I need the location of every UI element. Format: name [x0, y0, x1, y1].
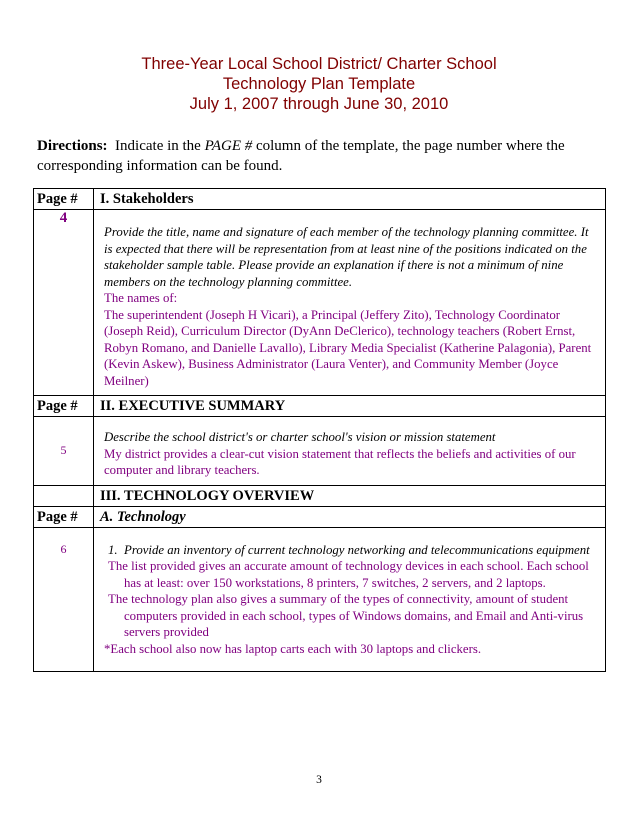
executive-prompt: Describe the school district's or charter school's vision or mission statement — [104, 430, 496, 444]
directions-label: Directions: — [37, 138, 108, 154]
overview-heading-row — [34, 485, 606, 506]
title-line-2: Technology Plan Template — [222, 75, 416, 93]
overview-row — [34, 527, 606, 672]
blank-cell — [34, 485, 94, 506]
overview-answer-2: The technology plan also gives a summary of the types of connectivity, amount of student computers provided in each school, types of Windows domains, and Email and Anti-virus servers provided — [108, 592, 584, 639]
page-number: 6 — [34, 527, 94, 672]
overview-prompt-text: Provide an inventory of current technology networking and telecommunications equipment — [124, 542, 590, 557]
overview-subheader-row — [34, 506, 606, 527]
stakeholders-header-row — [34, 189, 606, 210]
overview-answer-1: The list provided gives an accurate amount of technology devices in each school. Each school has at least: over 150 workstations, 8 printers, 7 switches, 2 servers, and 2 laptops. — [108, 559, 589, 590]
executive-header-row — [34, 396, 606, 417]
item-number: 1. — [108, 542, 118, 557]
page-column-header: Page # — [34, 396, 94, 417]
subsection-heading: A. Technology — [94, 506, 606, 527]
overview-prompt — [108, 542, 599, 559]
document-title — [0, 54, 638, 114]
overview-answer-3: *Each school also now has laptop carts each with 30 laptops and clickers. — [104, 641, 482, 656]
plan-table — [33, 188, 606, 672]
executive-answer: My district provides a clear-cut vision statement that reflects the beliefs and activities of our computer and library teachers. — [104, 446, 576, 477]
stakeholders-answer: The superintendent (Joseph H Vicari), a Principal (Jeffery Zito), Technology Coordinator (Joseph Reid), Curriculum Director (DyAnn DeClerico), technology teachers (Robert Ernst, Robyn Romano, and Danielle Lavallo), Library Media Specialist (Katherine Palagonia), Parent (Kevin Askew), Business Administrator (Laura Venter), and Community Member (Joyce Meilner) — [104, 307, 592, 388]
stakeholders-content — [94, 210, 606, 396]
directions-text-after: column of the template, the page number where the corresponding information can be found. — [37, 138, 565, 174]
section-heading: II. EXECUTIVE SUMMARY — [94, 396, 606, 417]
directions-page-ref: PAGE # — [204, 138, 253, 154]
title-line-3: July 1, 2007 through June 30, 2010 — [189, 95, 449, 113]
section-heading: I. Stakeholders — [94, 189, 606, 210]
section-heading: III. TECHNOLOGY OVERVIEW — [94, 485, 606, 506]
stakeholders-prompt: Provide the title, name and signature of each member of the technology planning committee. It is expected that there will be representation from at least nine of the positions indicated on the stakeholder sample table. Please provide an explanation if there is not a minimum of nine members on the technology planning committee. — [104, 225, 589, 289]
overview-content — [94, 527, 606, 672]
page-number: 4 — [34, 210, 94, 396]
page-footer-number: 3 — [316, 774, 322, 786]
page-column-header: Page # — [34, 189, 94, 210]
title-line-1: Three-Year Local School District/ Charter School — [141, 55, 497, 73]
executive-row — [34, 417, 606, 486]
page-column-header: Page # — [34, 506, 94, 527]
executive-content — [94, 417, 606, 486]
page-number: 5 — [34, 417, 94, 486]
directions — [37, 136, 607, 176]
directions-text-before: Indicate in the — [115, 138, 201, 154]
stakeholders-row — [34, 210, 606, 396]
stakeholders-answer-intro: The names of: — [104, 291, 178, 305]
